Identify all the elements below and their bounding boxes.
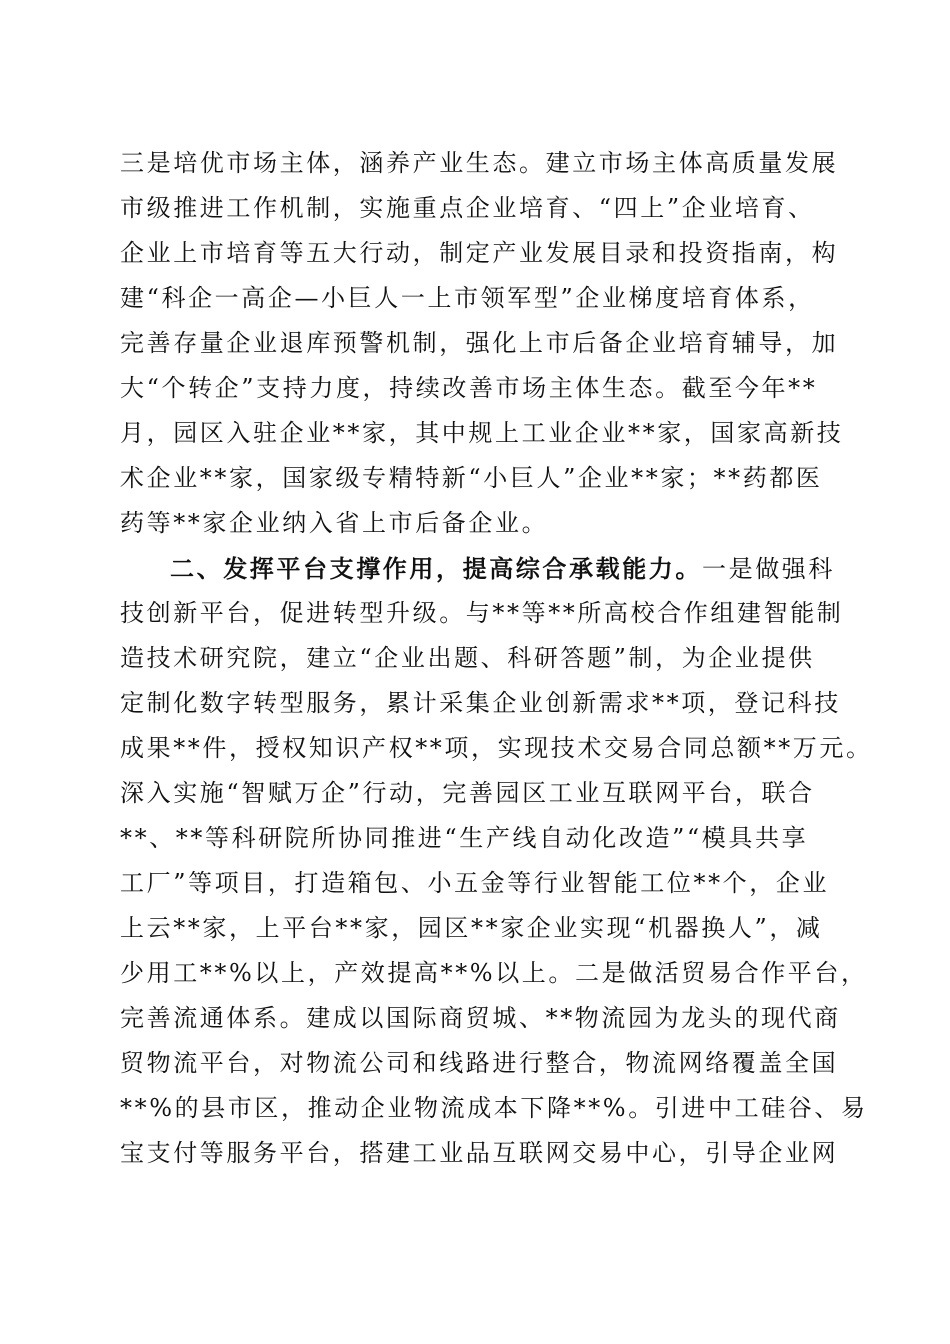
text-line: 术企业**家，国家级专精特新“小巨人”企业**家；**药都医 — [120, 464, 823, 492]
text-line: 造技术研究院，建立“企业出题、科研答题”制，为企业提供 — [120, 644, 815, 672]
section-heading-line — [120, 546, 835, 591]
text-line: 贸物流平台，对物流公司和线路进行整合，物流网络覆盖全国 — [120, 1049, 839, 1077]
text-line: 大“个转企”支持力度，持续改善市场主体生态。截至今年** — [120, 374, 818, 402]
text-line: 宝支付等服务平台，搭建工业品互联网交易中心，引导企业网 — [120, 1139, 839, 1167]
text-line: 技创新平台，促进转型升级。与**等**所高校合作组建智能制 — [120, 599, 844, 627]
body-text — [120, 141, 873, 1176]
text-line: 企业上市培育等五大行动，制定产业发展目录和投资指南，构 — [120, 239, 839, 267]
text-line: 三是培优市场主体，涵养产业生态。建立市场主体高质量发展 — [120, 149, 839, 177]
text-line: 完善存量企业退库预警机制，强化上市后备企业培育辅导，加 — [120, 329, 839, 357]
text-line: 市级推进工作机制，实施重点企业培育、“四上”企业培育、 — [120, 194, 815, 222]
text-line: 上云**家，上平台**家，园区**家企业实现“机器换人”，减 — [120, 914, 823, 942]
text-line: 成果**件，授权知识产权**项，实现技术交易合同总额**万元。 — [120, 734, 873, 762]
text-line: 建“科企一高企—小巨人一上市领军型”企业梯度培育体系， — [120, 284, 815, 312]
text-line: 工厂”等项目，打造箱包、小五金等行业智能工位**个，企业 — [120, 869, 830, 897]
text-line: 少用工**%以上，产效提高**%以上。二是做活贸易合作平台， — [120, 959, 868, 987]
section-heading: 二、发挥平台支撑作用，提高综合承载能力。 — [170, 554, 702, 583]
section-heading-continuation: 一是做强科 — [702, 555, 835, 583]
text-line: 定制化数字转型服务，累计采集企业创新需求**项，登记科技 — [120, 689, 841, 717]
text-line: 药等**家企业纳入省上市后备企业。 — [120, 509, 549, 537]
text-line: 月，园区入驻企业**家，其中规上工业企业**家，国家高新技 — [120, 419, 844, 447]
text-line: **%的县市区，推动企业物流成本下降**%。引进中工硅谷、易 — [120, 1094, 868, 1122]
text-line: 完善流通体系。建成以国际商贸城、**物流园为龙头的现代商 — [120, 1004, 841, 1032]
text-line: **、**等科研院所协同推进“生产线自动化改造”“模具共享 — [120, 824, 809, 852]
text-line: 深入实施“智赋万企”行动，完善园区工业互联网平台，联合 — [120, 779, 815, 807]
